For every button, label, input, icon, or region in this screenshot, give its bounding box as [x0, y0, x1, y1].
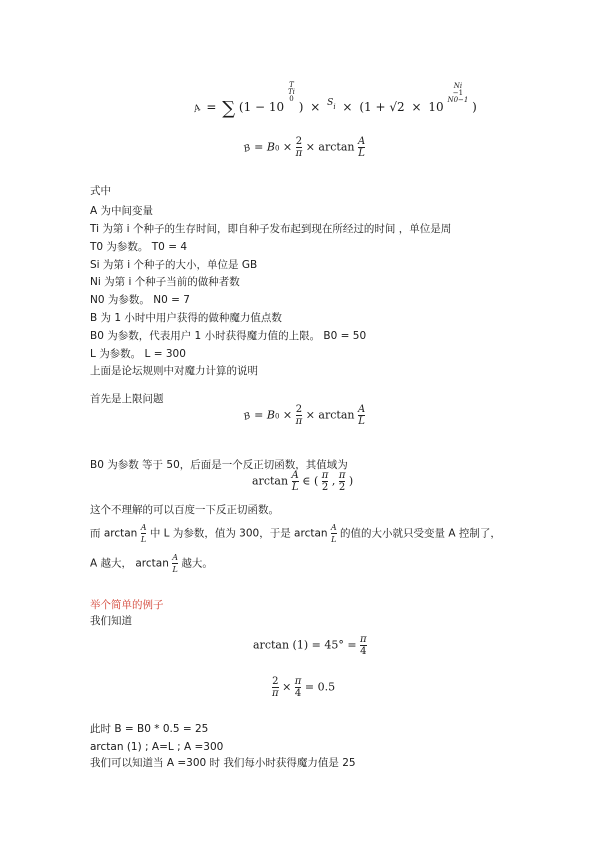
range-in: ∈ — [302, 474, 311, 488]
formula-b1-times2: × — [305, 140, 315, 154]
range-left — [322, 470, 329, 493]
formula-a-exp2-top: Ni — [453, 82, 463, 90]
bigger-arg-num: A — [172, 553, 178, 562]
definition-line: A 为中间变量 — [90, 205, 154, 217]
range-fn: arctan — [252, 474, 289, 488]
formula-b2-fn: arctan — [318, 408, 355, 422]
definition-line: L 为参数。 L = 300 — [90, 348, 186, 360]
formula-b2-eq: = — [254, 408, 264, 422]
range-formula — [252, 470, 353, 493]
result-line: arctan (1) ; A=L ; A =300 — [90, 741, 224, 753]
er-arg-num: A — [330, 523, 337, 532]
sum-symbol: ∑ — [222, 98, 236, 119]
upper-limit-paragraph: 首先是上限问题 — [90, 393, 164, 405]
formula-b2-frac-num: 2 — [295, 404, 303, 415]
er-part2: 中 L 为参数，值为 300，于是 arctan — [149, 527, 328, 540]
range-comma: , — [331, 474, 336, 488]
formula-b1-arg-den: L — [358, 148, 365, 159]
formula-c-num: π — [360, 634, 367, 645]
definition-line: Si 为第 i 个种子的大小，单位是 GB — [90, 259, 258, 271]
formula-c — [253, 634, 367, 657]
formula-b2-fraction — [296, 404, 303, 427]
formula-a-open1: (1 − 10 — [238, 100, 285, 114]
formula-a-times1: × — [310, 100, 321, 114]
er-arg-1 — [141, 522, 147, 545]
formula-a-exp1-mid: Ti — [288, 88, 295, 96]
definition-line: B0 为参数，代表用户 1 小时获得魔力值的上限。 B0 = 50 — [90, 330, 367, 342]
formula-a-times3: × — [411, 100, 422, 114]
formula-b2-times2: × — [305, 408, 315, 422]
er-arg-num: A — [140, 523, 147, 532]
b0-paragraph: B0 为参数 等于 50，后面是一个反正切函数，其值域为 — [90, 459, 348, 471]
formula-d-n1: 2 — [272, 676, 279, 687]
definitions-heading: 式中 — [90, 185, 111, 197]
range-left-den: 2 — [321, 482, 329, 493]
formula-a-exp1-bot: 0 — [289, 95, 294, 103]
formula-a-times2: × — [342, 100, 353, 114]
formula-c-den: 4 — [360, 646, 367, 657]
formula-b1-b0-sub: 0 — [274, 144, 280, 153]
bigger-part1: A 越大， arctan — [90, 557, 169, 570]
definition-line: Ni 为第 i 个种子当前的做种者数 — [90, 276, 240, 288]
er-part1: 而 arctan — [90, 527, 138, 540]
formula-b1-fn: arctan — [318, 140, 355, 154]
formula-a-ten: 10 — [428, 100, 444, 114]
formula-b2-times1: × — [282, 408, 293, 422]
range-arg-den: L — [291, 482, 299, 493]
formula-b2-b0: B — [266, 408, 275, 422]
formula-b2-frac-den: π — [295, 416, 303, 427]
range-left-num: π — [321, 470, 329, 481]
example-heading: 举个简单的例子 — [90, 599, 164, 611]
formula-a-exp2-mid: −1 — [452, 89, 464, 97]
formula-d-frac1 — [272, 676, 279, 699]
range-arg — [292, 470, 299, 493]
range-right-den: 2 — [338, 482, 346, 493]
formula-b1-frac-den: π — [295, 148, 303, 159]
formula-b1-arg — [358, 136, 365, 159]
result-line: 我们可以知道当 A =300 时 我们每小时获得魔力值是 25 — [90, 757, 356, 769]
formula-b2-b0-sub: 0 — [274, 412, 280, 421]
formula-a — [194, 82, 477, 119]
formula-b1-frac-num: 2 — [295, 136, 303, 147]
definition-line: N0 为参数。 N0 = 7 — [90, 294, 190, 306]
range-right-num: π — [338, 470, 346, 481]
bigger-paragraph — [90, 552, 213, 575]
formula-b2 — [244, 404, 365, 427]
formula-b2-lhs: B — [242, 410, 253, 423]
er-arg-2 — [331, 522, 337, 545]
formula-b2-arg-num: A — [357, 404, 366, 415]
er-arg-den: L — [140, 535, 147, 544]
formula-b1-lhs: B — [242, 142, 253, 155]
formula-a-close2: ) — [472, 100, 477, 114]
formula-d-rhs: = 0.5 — [304, 680, 336, 694]
definition-line: Ti 为第 i 个种子的生存时间，即自种子发布起到现在所经过的时间 ，单位是周 — [90, 223, 452, 235]
formula-a-eq: = — [206, 100, 217, 114]
formula-b1 — [244, 136, 365, 159]
know-paragraph: 我们知道 — [90, 615, 132, 627]
formula-d-d1: π — [272, 688, 279, 699]
formula-d — [272, 676, 335, 699]
formula-a-close1: ) — [298, 100, 304, 114]
formula-b2-arg-den: L — [358, 416, 365, 427]
definition-line: B 为 1 小时中用户获得的做种魔力值点数 — [90, 312, 282, 324]
formula-b1-eq: = — [254, 140, 264, 154]
result-line: 此时 B = B0 * 0.5 = 25 — [90, 723, 209, 735]
bigger-part2: 越大。 — [181, 557, 213, 570]
formula-c-fraction — [360, 634, 367, 657]
formula-a-sqrt: √2 — [389, 100, 405, 114]
formula-b1-fraction — [296, 136, 303, 159]
bigger-arg-den: L — [172, 565, 178, 574]
er-part3: 的值的大小就只受变量 A 控制了， — [340, 527, 501, 540]
formula-d-times: × — [282, 680, 292, 694]
range-open: ( — [313, 474, 319, 488]
formula-d-n2: π — [294, 676, 302, 687]
formula-a-exp2 — [447, 83, 468, 104]
baidu-paragraph: 这个不理解的可以百度一下反正切函数。 — [90, 504, 279, 516]
formula-b1-b0: B — [266, 140, 275, 154]
formula-b1-times1: × — [282, 140, 293, 154]
formula-a-lhs: A — [192, 103, 203, 115]
intro-paragraph: 上面是论坛规则中对魔力计算的说明 — [90, 365, 258, 377]
formula-a-s: S — [327, 98, 334, 108]
bigger-arg — [172, 552, 178, 575]
formula-b2-arg — [358, 404, 365, 427]
formula-a-exp2-bot: N0−1 — [447, 96, 469, 104]
range-right — [339, 470, 346, 493]
formula-a-s-sub: i — [333, 103, 336, 111]
er-arg-den: L — [331, 535, 337, 544]
formula-a-open2: (1 + — [359, 100, 386, 114]
formula-d-d2: 4 — [294, 688, 302, 699]
formula-a-exp1-top: T — [289, 81, 294, 89]
formula-a-exp1 — [288, 82, 295, 103]
formula-b1-arg-num: A — [357, 136, 366, 147]
er-paragraph — [90, 522, 501, 545]
definition-line: T0 为参数。 T0 = 4 — [90, 241, 188, 253]
formula-d-frac2 — [295, 676, 302, 699]
formula-c-lhs: arctan (1) = 45° = — [253, 638, 357, 652]
range-close: ) — [348, 474, 354, 488]
range-arg-num: A — [291, 470, 299, 481]
